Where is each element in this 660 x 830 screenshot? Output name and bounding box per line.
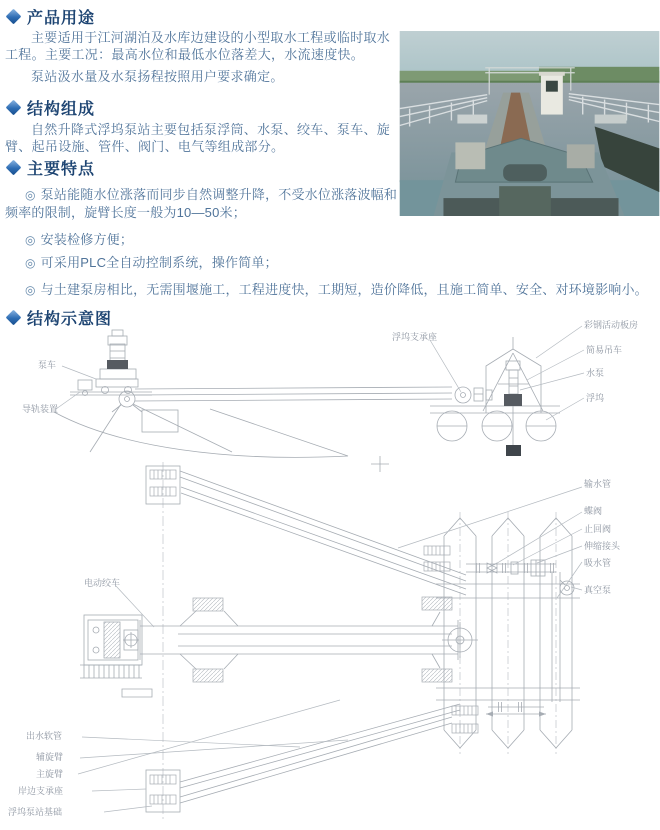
- usage-paragraph-2: 泵站汲水量及水泵扬程按照用户要求确定。: [31, 69, 284, 84]
- heading-text: 产品用途: [27, 10, 96, 27]
- label-simple-crane: 简易吊车: [586, 345, 623, 355]
- structure-paragraph: 自然升降式浮坞泵站主要包括泵浮筒、水泵、绞车、泵车、旋臂、起吊设施、管件、阀门、电气等组成部分。: [5, 122, 391, 154]
- usage-paragraph-1: 主要适用于江河湖泊及水库边建设的小型取水工程或临时取水工程。主要工况：最高水位和最低水位落差大，水流速度快。: [5, 30, 391, 62]
- label-vacuum-pump: 真空泵: [584, 585, 612, 595]
- label-floating-dock: 浮坞: [586, 393, 605, 403]
- label-main-arm: 主旋臂: [36, 769, 64, 779]
- label-delivery-pipe: 输水管: [584, 479, 612, 489]
- heading-text: 结构组成: [27, 101, 96, 118]
- label-electric-winch: 电动绞车: [84, 578, 121, 588]
- circle-bullet-icon: ◎: [25, 233, 36, 247]
- label-suction-pipe: 吸水管: [584, 558, 612, 568]
- plan-diagram: [80, 462, 580, 822]
- label-guide-rail: 导轨装置: [22, 404, 59, 414]
- circle-bullet-icon: ◎: [25, 283, 36, 297]
- label-check-valve: 止回阀: [584, 524, 612, 534]
- elevation-diagram: [54, 330, 560, 472]
- label-pump-truck: 泵车: [38, 360, 57, 370]
- label-foundation: 浮坞泵站基础: [8, 807, 63, 817]
- feature-text: 与土建泵房相比，无需围堰施工，工程进度快，工期短，造价降低，且施工简单、安全、对环境影响小。: [40, 282, 648, 297]
- label-outlet-hose: 出水软管: [26, 731, 63, 741]
- label-expansion-joint: 伸缩接头: [584, 541, 621, 551]
- label-shore-support: 岸边支承座: [18, 786, 64, 796]
- feature-text: 泵站能随水位涨落而同步自然调整升降，不受水位涨落波幅和频率的限制，旋臂长度一般为10—50米；: [5, 187, 398, 220]
- circle-bullet-icon: ◎: [25, 188, 36, 202]
- circle-bullet-icon: ◎: [25, 256, 36, 270]
- label-panel-house: 彩钢活动板房: [584, 320, 639, 330]
- heading-text: 结构示意图: [27, 311, 113, 328]
- label-dock-support: 浮坞支承座: [392, 332, 438, 342]
- feature-text: 安装检修方便；: [40, 232, 134, 247]
- feature-text: 可采用PLC全自动控制系统，操作简单；: [40, 255, 278, 270]
- label-water-pump: 水泵: [586, 368, 605, 378]
- label-aux-arm: 辅旋臂: [36, 752, 64, 762]
- heading-text: 主要特点: [27, 161, 96, 178]
- label-butterfly-valve: 蝶阀: [584, 506, 603, 516]
